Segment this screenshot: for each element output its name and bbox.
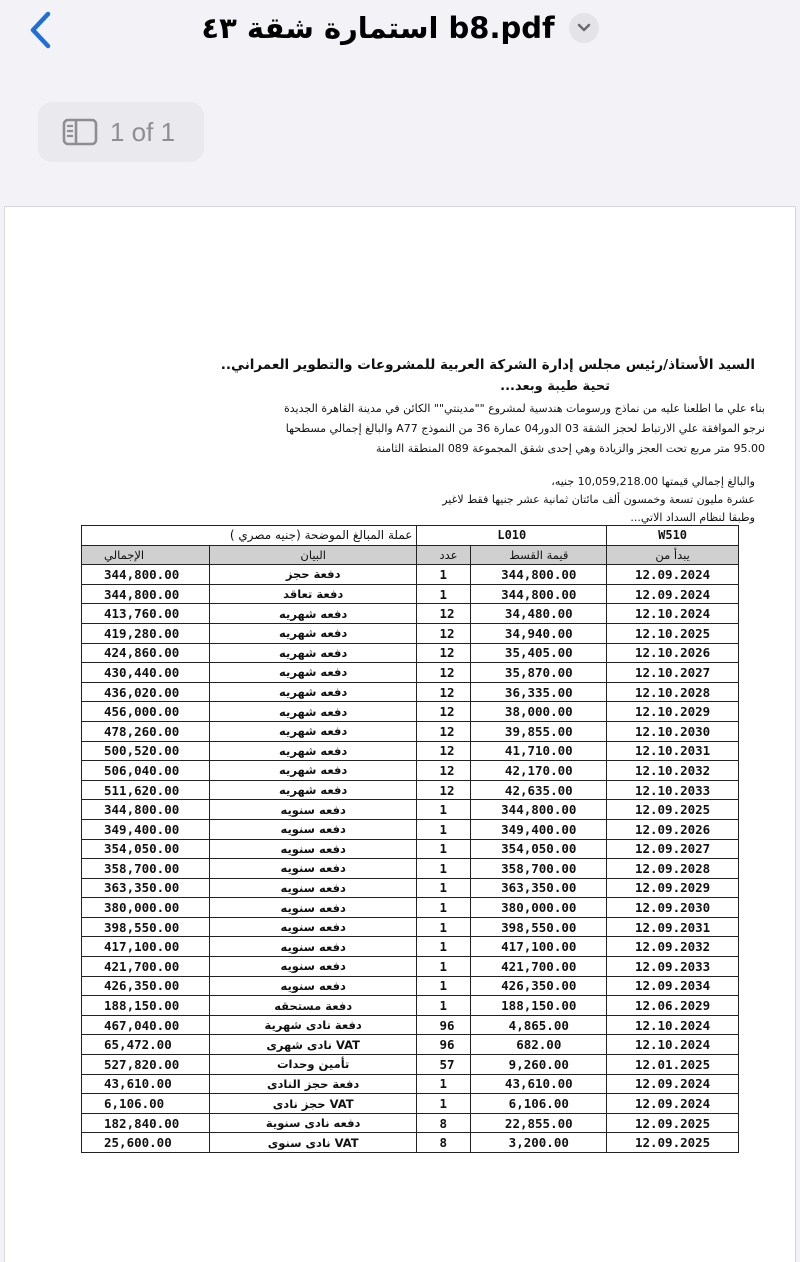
table-row — [82, 976, 739, 996]
cell-installment: 34,940.00 — [471, 623, 607, 643]
cell-start: 12.10.2032 — [607, 761, 739, 781]
cell-count: 12 — [417, 663, 471, 683]
cell-description: دفعه شهريه — [209, 741, 417, 761]
cell-description: دفعه نادى سنوية — [209, 1113, 417, 1133]
cell-total: 25,600.00 — [82, 1133, 210, 1153]
letter-line-8: وطبقا لنظام السداد الاتي... — [630, 511, 755, 524]
cell-total: 344,800.00 — [82, 584, 210, 604]
table-row — [82, 780, 739, 800]
cell-start: 12.10.2028 — [607, 682, 739, 702]
header-row — [82, 545, 739, 565]
cell-total: 358,700.00 — [82, 859, 210, 879]
table-row — [82, 878, 739, 898]
cell-start: 12.10.2030 — [607, 721, 739, 741]
cell-start: 12.09.2032 — [607, 937, 739, 957]
cell-installment: 3,200.00 — [471, 1133, 607, 1153]
currency-row — [82, 526, 739, 546]
table-row — [82, 584, 739, 604]
cell-total: 426,350.00 — [82, 976, 210, 996]
cell-total: 354,050.00 — [82, 839, 210, 859]
cell-description: VAT نادى شهرى — [209, 1035, 417, 1055]
cell-count: 1 — [417, 957, 471, 977]
cell-start: 12.09.2029 — [607, 878, 739, 898]
cell-description: VAT حجز نادى — [209, 1094, 417, 1114]
table-row — [82, 1074, 739, 1094]
letter-line-1: السيد الأستاذ/رئيس مجلس إدارة الشركة العربية للمشروعات والتطوير العمراني.. — [220, 357, 755, 373]
table-row — [82, 721, 739, 741]
pdf-page[interactable] — [5, 207, 795, 1262]
cell-total: 344,800.00 — [82, 800, 210, 820]
cell-description: دفعه شهريه — [209, 663, 417, 683]
cell-start: 12.10.2029 — [607, 702, 739, 722]
cell-description: دفعة مستحقه — [209, 996, 417, 1016]
cell-installment: 43,610.00 — [471, 1074, 607, 1094]
cell-description: دفعه شهريه — [209, 721, 417, 741]
table-row — [82, 1094, 739, 1114]
cell-count: 12 — [417, 604, 471, 624]
cell-description: دفعه سنويه — [209, 859, 417, 879]
back-button[interactable] — [22, 10, 58, 50]
table-row — [82, 859, 739, 879]
cell-description: دفعه شهريه — [209, 643, 417, 663]
cell-description: دفعة حجز النادى — [209, 1074, 417, 1094]
cell-count: 57 — [417, 1055, 471, 1075]
table-row — [82, 741, 739, 761]
cell-count: 1 — [417, 917, 471, 937]
letter-line-7: عشرة مليون تسعة وخمسون ألف مائتان ثمانية عشر جنيها فقط لاغير — [442, 493, 755, 506]
table-row — [82, 937, 739, 957]
cell-installment: 41,710.00 — [471, 741, 607, 761]
cell-start: 12.10.2027 — [607, 663, 739, 683]
cell-start: 12.09.2034 — [607, 976, 739, 996]
cell-count: 12 — [417, 761, 471, 781]
cell-description: دفعه سنويه — [209, 976, 417, 996]
table-row — [82, 643, 739, 663]
cell-total: 363,350.00 — [82, 878, 210, 898]
cell-count: 1 — [417, 1074, 471, 1094]
cell-start: 12.09.2033 — [607, 957, 739, 977]
cell-count: 12 — [417, 682, 471, 702]
cell-installment: 35,405.00 — [471, 643, 607, 663]
cell-count: 96 — [417, 1035, 471, 1055]
cell-start: 12.10.2026 — [607, 643, 739, 663]
cell-total: 456,000.00 — [82, 702, 210, 722]
letter-line-3: بناء علي ما اطلعنا عليه من نماذج ورسومات هندسية لمشروع ""مدينتي"" الكائن في مدينة القاهرة الجديدة — [283, 402, 765, 415]
cell-description: دفعه شهريه — [209, 761, 417, 781]
table-row — [82, 917, 739, 937]
table-body — [82, 565, 739, 1153]
cell-installment: 682.00 — [471, 1035, 607, 1055]
cell-start: 12.09.2031 — [607, 917, 739, 937]
cell-installment: 349,400.00 — [471, 819, 607, 839]
header-total: الإجمالي — [82, 545, 210, 565]
table-row — [82, 1015, 739, 1035]
cell-total: 182,840.00 — [82, 1113, 210, 1133]
cell-count: 1 — [417, 839, 471, 859]
cell-description: دفعه شهريه — [209, 682, 417, 702]
cell-count: 1 — [417, 800, 471, 820]
cell-description: دفعه شهريه — [209, 623, 417, 643]
table-row — [82, 957, 739, 977]
cell-start: 12.09.2030 — [607, 898, 739, 918]
table-row — [82, 839, 739, 859]
navigation-bar — [0, 0, 800, 60]
cell-installment: 9,260.00 — [471, 1055, 607, 1075]
table-row — [82, 663, 739, 683]
cell-count: 1 — [417, 565, 471, 585]
cell-start: 12.09.2025 — [607, 1133, 739, 1153]
cell-start: 12.09.2027 — [607, 839, 739, 859]
cell-total: 430,440.00 — [82, 663, 210, 683]
cell-count: 96 — [417, 1015, 471, 1035]
cell-total: 380,000.00 — [82, 898, 210, 918]
cell-start: 12.09.2024 — [607, 1074, 739, 1094]
cell-total: 478,260.00 — [82, 721, 210, 741]
cell-installment: 354,050.00 — [471, 839, 607, 859]
table-row — [82, 623, 739, 643]
cell-installment: 35,870.00 — [471, 663, 607, 683]
title-area[interactable] — [201, 11, 598, 45]
cell-installment: 39,855.00 — [471, 721, 607, 741]
cell-count: 1 — [417, 859, 471, 879]
page-indicator-button[interactable] — [38, 102, 204, 162]
table-row — [82, 1055, 739, 1075]
cell-description: دفعة تعاقد — [209, 584, 417, 604]
cell-count: 12 — [417, 702, 471, 722]
cell-total: 511,620.00 — [82, 780, 210, 800]
code-1: W510 — [607, 526, 739, 546]
cell-count: 1 — [417, 898, 471, 918]
currency-label: عملة المبالغ الموضحة (جنيه مصري ) — [82, 526, 417, 546]
cell-description: دفعه سنويه — [209, 957, 417, 977]
cell-count: 1 — [417, 1094, 471, 1114]
sidebar-icon — [62, 118, 98, 146]
table-row — [82, 996, 739, 1016]
cell-total: 424,860.00 — [82, 643, 210, 663]
cell-total: 417,100.00 — [82, 937, 210, 957]
cell-count: 12 — [417, 721, 471, 741]
cell-installment: 42,170.00 — [471, 761, 607, 781]
cell-installment: 358,700.00 — [471, 859, 607, 879]
cell-installment: 380,000.00 — [471, 898, 607, 918]
cell-installment: 363,350.00 — [471, 878, 607, 898]
cell-total: 6,106.00 — [82, 1094, 210, 1114]
cell-description: دفعه سنويه — [209, 917, 417, 937]
header-start: يبدأ من — [607, 545, 739, 565]
cell-description: دفعه سنويه — [209, 819, 417, 839]
cell-total: 188,150.00 — [82, 996, 210, 1016]
cell-start: 12.01.2025 — [607, 1055, 739, 1075]
cell-description: دفعه شهريه — [209, 780, 417, 800]
cell-description: دفعه شهريه — [209, 604, 417, 624]
cell-total: 413,760.00 — [82, 604, 210, 624]
cell-count: 1 — [417, 937, 471, 957]
chevron-left-icon — [28, 11, 52, 49]
cell-start: 12.10.2024 — [607, 1035, 739, 1055]
cell-description: دفعه سنويه — [209, 839, 417, 859]
page-indicator-label: 1 of 1 — [110, 116, 176, 147]
cell-total: 421,700.00 — [82, 957, 210, 977]
letter-line-2: تحية طيبة وبعد... — [500, 379, 610, 394]
cell-total: 344,800.00 — [82, 565, 210, 585]
cell-count: 1 — [417, 584, 471, 604]
cell-count: 12 — [417, 643, 471, 663]
table-row — [82, 702, 739, 722]
cell-description: VAT نادى سنوى — [209, 1133, 417, 1153]
cell-installment: 344,800.00 — [471, 565, 607, 585]
cell-description: دفعة نادى شهرية — [209, 1015, 417, 1035]
cell-start: 12.10.2031 — [607, 741, 739, 761]
cell-count: 12 — [417, 780, 471, 800]
cell-description: دفعه سنويه — [209, 878, 417, 898]
table-row — [82, 819, 739, 839]
cell-description: دفعة حجز — [209, 565, 417, 585]
cell-total: 527,820.00 — [82, 1055, 210, 1075]
title-menu-button[interactable] — [569, 13, 599, 43]
cell-count: 1 — [417, 819, 471, 839]
table-row — [82, 682, 739, 702]
cell-start: 12.10.2024 — [607, 1015, 739, 1035]
cell-installment: 6,106.00 — [471, 1094, 607, 1114]
payment-schedule-table — [81, 525, 739, 1153]
table-row — [82, 565, 739, 585]
cell-total: 65,472.00 — [82, 1035, 210, 1055]
cell-installment: 344,800.00 — [471, 800, 607, 820]
code-2: L010 — [417, 526, 607, 546]
cell-description: دفعه سنويه — [209, 898, 417, 918]
cell-start: 12.09.2024 — [607, 565, 739, 585]
cell-start: 12.09.2025 — [607, 800, 739, 820]
table-row — [82, 761, 739, 781]
table-row — [82, 1035, 739, 1055]
cell-installment: 421,700.00 — [471, 957, 607, 977]
cell-total: 436,020.00 — [82, 682, 210, 702]
cell-start: 12.09.2024 — [607, 1094, 739, 1114]
cell-description: دفعه سنويه — [209, 937, 417, 957]
cell-start: 12.09.2028 — [607, 859, 739, 879]
cell-count: 1 — [417, 878, 471, 898]
cell-count: 1 — [417, 976, 471, 996]
chevron-down-icon — [577, 23, 591, 33]
header-description: البيان — [209, 545, 417, 565]
letter-line-6: والبالغ إجمالي قيمتها 10,059,218.00 جنيه، — [551, 475, 755, 488]
cell-count: 12 — [417, 741, 471, 761]
cell-total: 419,280.00 — [82, 623, 210, 643]
cell-count: 8 — [417, 1133, 471, 1153]
cell-start: 12.09.2024 — [607, 584, 739, 604]
cell-installment: 36,335.00 — [471, 682, 607, 702]
cell-start: 12.10.2033 — [607, 780, 739, 800]
cell-installment: 398,550.00 — [471, 917, 607, 937]
table-row — [82, 898, 739, 918]
cell-description: تأمين وحدات — [209, 1055, 417, 1075]
cell-start: 12.10.2025 — [607, 623, 739, 643]
header-installment: قيمة القسط — [471, 545, 607, 565]
cell-installment: 344,800.00 — [471, 584, 607, 604]
cell-installment: 42,635.00 — [471, 780, 607, 800]
cell-start: 12.09.2026 — [607, 819, 739, 839]
cell-description: دفعه شهريه — [209, 702, 417, 722]
cell-start: 12.06.2029 — [607, 996, 739, 1016]
cell-installment: 4,865.00 — [471, 1015, 607, 1035]
table-row — [82, 1113, 739, 1133]
cell-total: 506,040.00 — [82, 761, 210, 781]
cell-total: 43,610.00 — [82, 1074, 210, 1094]
cell-installment: 22,855.00 — [471, 1113, 607, 1133]
cell-start: 12.09.2025 — [607, 1113, 739, 1133]
table-row — [82, 800, 739, 820]
cell-installment: 38,000.00 — [471, 702, 607, 722]
cell-description: دفعه سنويه — [209, 800, 417, 820]
letter-line-4: نرجو الموافقة علي الارتباط لحجز الشقة 03 الدور04 عمارة 36 من النموذج A77 والبالغ إجمالي مسطحها — [285, 422, 765, 435]
cell-count: 12 — [417, 623, 471, 643]
cell-total: 500,520.00 — [82, 741, 210, 761]
letter-line-5: 95.00 متر مربع تحت العجز والزيادة وهي إحدى شقق المجموعة 089 المنطقة الثامنة — [376, 442, 765, 455]
table-row — [82, 1133, 739, 1153]
cell-installment: 34,480.00 — [471, 604, 607, 624]
cell-total: 467,040.00 — [82, 1015, 210, 1035]
cell-count: 1 — [417, 996, 471, 1016]
table-row — [82, 604, 739, 624]
cell-installment: 426,350.00 — [471, 976, 607, 996]
cell-count: 8 — [417, 1113, 471, 1133]
header-count: عدد — [417, 545, 471, 565]
cell-installment: 417,100.00 — [471, 937, 607, 957]
cell-total: 398,550.00 — [82, 917, 210, 937]
document-title: استمارة شقة ٤٣ b8.pdf — [201, 11, 555, 45]
cell-total: 349,400.00 — [82, 819, 210, 839]
cell-installment: 188,150.00 — [471, 996, 607, 1016]
cell-start: 12.10.2024 — [607, 604, 739, 624]
